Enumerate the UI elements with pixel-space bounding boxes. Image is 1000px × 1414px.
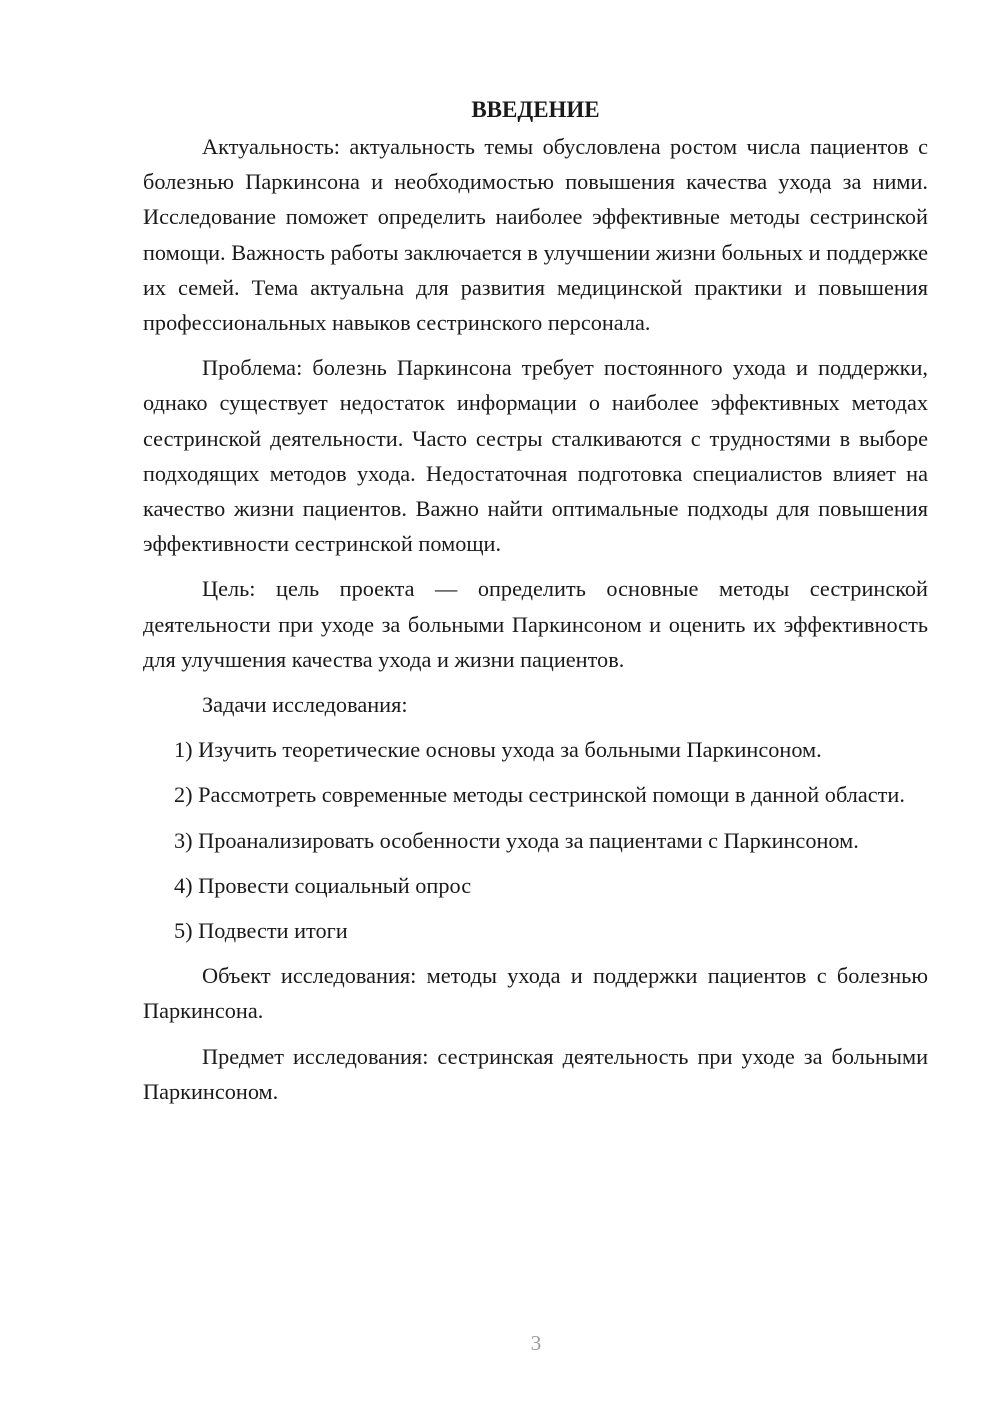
- subject-paragraph: Предмет исследования: сестринская деятельность при уходе за больными Паркинсоном.: [143, 1043, 928, 1104]
- object-paragraph: Объект исследования: методы ухода и поддержки пациентов с болезнью Паркинсона.: [143, 963, 928, 1024]
- task-item: 2) Рассмотреть современные методы сестринской помощи в данной области.: [174, 782, 905, 808]
- task-item: 1) Изучить теоретические основы ухода за больными Паркинсоном.: [174, 737, 822, 763]
- task-item: 4) Провести социальный опрос: [174, 872, 472, 898]
- task-item: 3) Проанализировать особенности ухода за пациентами с Паркинсоном.: [174, 827, 859, 853]
- task-item: 5) Подвести итоги: [174, 918, 348, 944]
- tasks-list: [143, 732, 928, 948]
- document-page: [143, 92, 928, 1119]
- tasks-heading: Задачи исследования:: [202, 692, 408, 718]
- goal-paragraph: Цель: цель проекта — определить основные методы сестринской деятельности при уходе за больными Паркинсоном и оценить их эффективность для улучшения качества ухода и жизни пациентов.: [143, 576, 928, 672]
- problem-paragraph: Проблема: болезнь Паркинсона требует постоянного ухода и поддержки, однако существует недостаток информации о наиболее эффективных методах сестринской деятельности. Часто сестры сталкиваются с трудностями в выборе подходящих методов ухода. Недостаточная подготовка специалистов влияет на качество жизни пациентов. Важно найти оптимальные подходы для повышения эффективности сестринской помощи.: [143, 355, 928, 557]
- page-number: 3: [530, 1331, 542, 1355]
- actuality-paragraph: Актуальность: актуальность темы обусловлена ростом числа пациентов с болезнью Паркинсона и необходимостью повышения качества ухода за ними. Исследование поможет определить наиболее эффективные методы сестринской помощи. Важность работы заключается в улучшении жизни больных и поддержке их семей. Тема актуальна для развития медицинской практики и повышения профессиональных навыков сестринского персонала.: [143, 134, 928, 336]
- page-title: ВВЕДЕНИЕ: [471, 97, 600, 122]
